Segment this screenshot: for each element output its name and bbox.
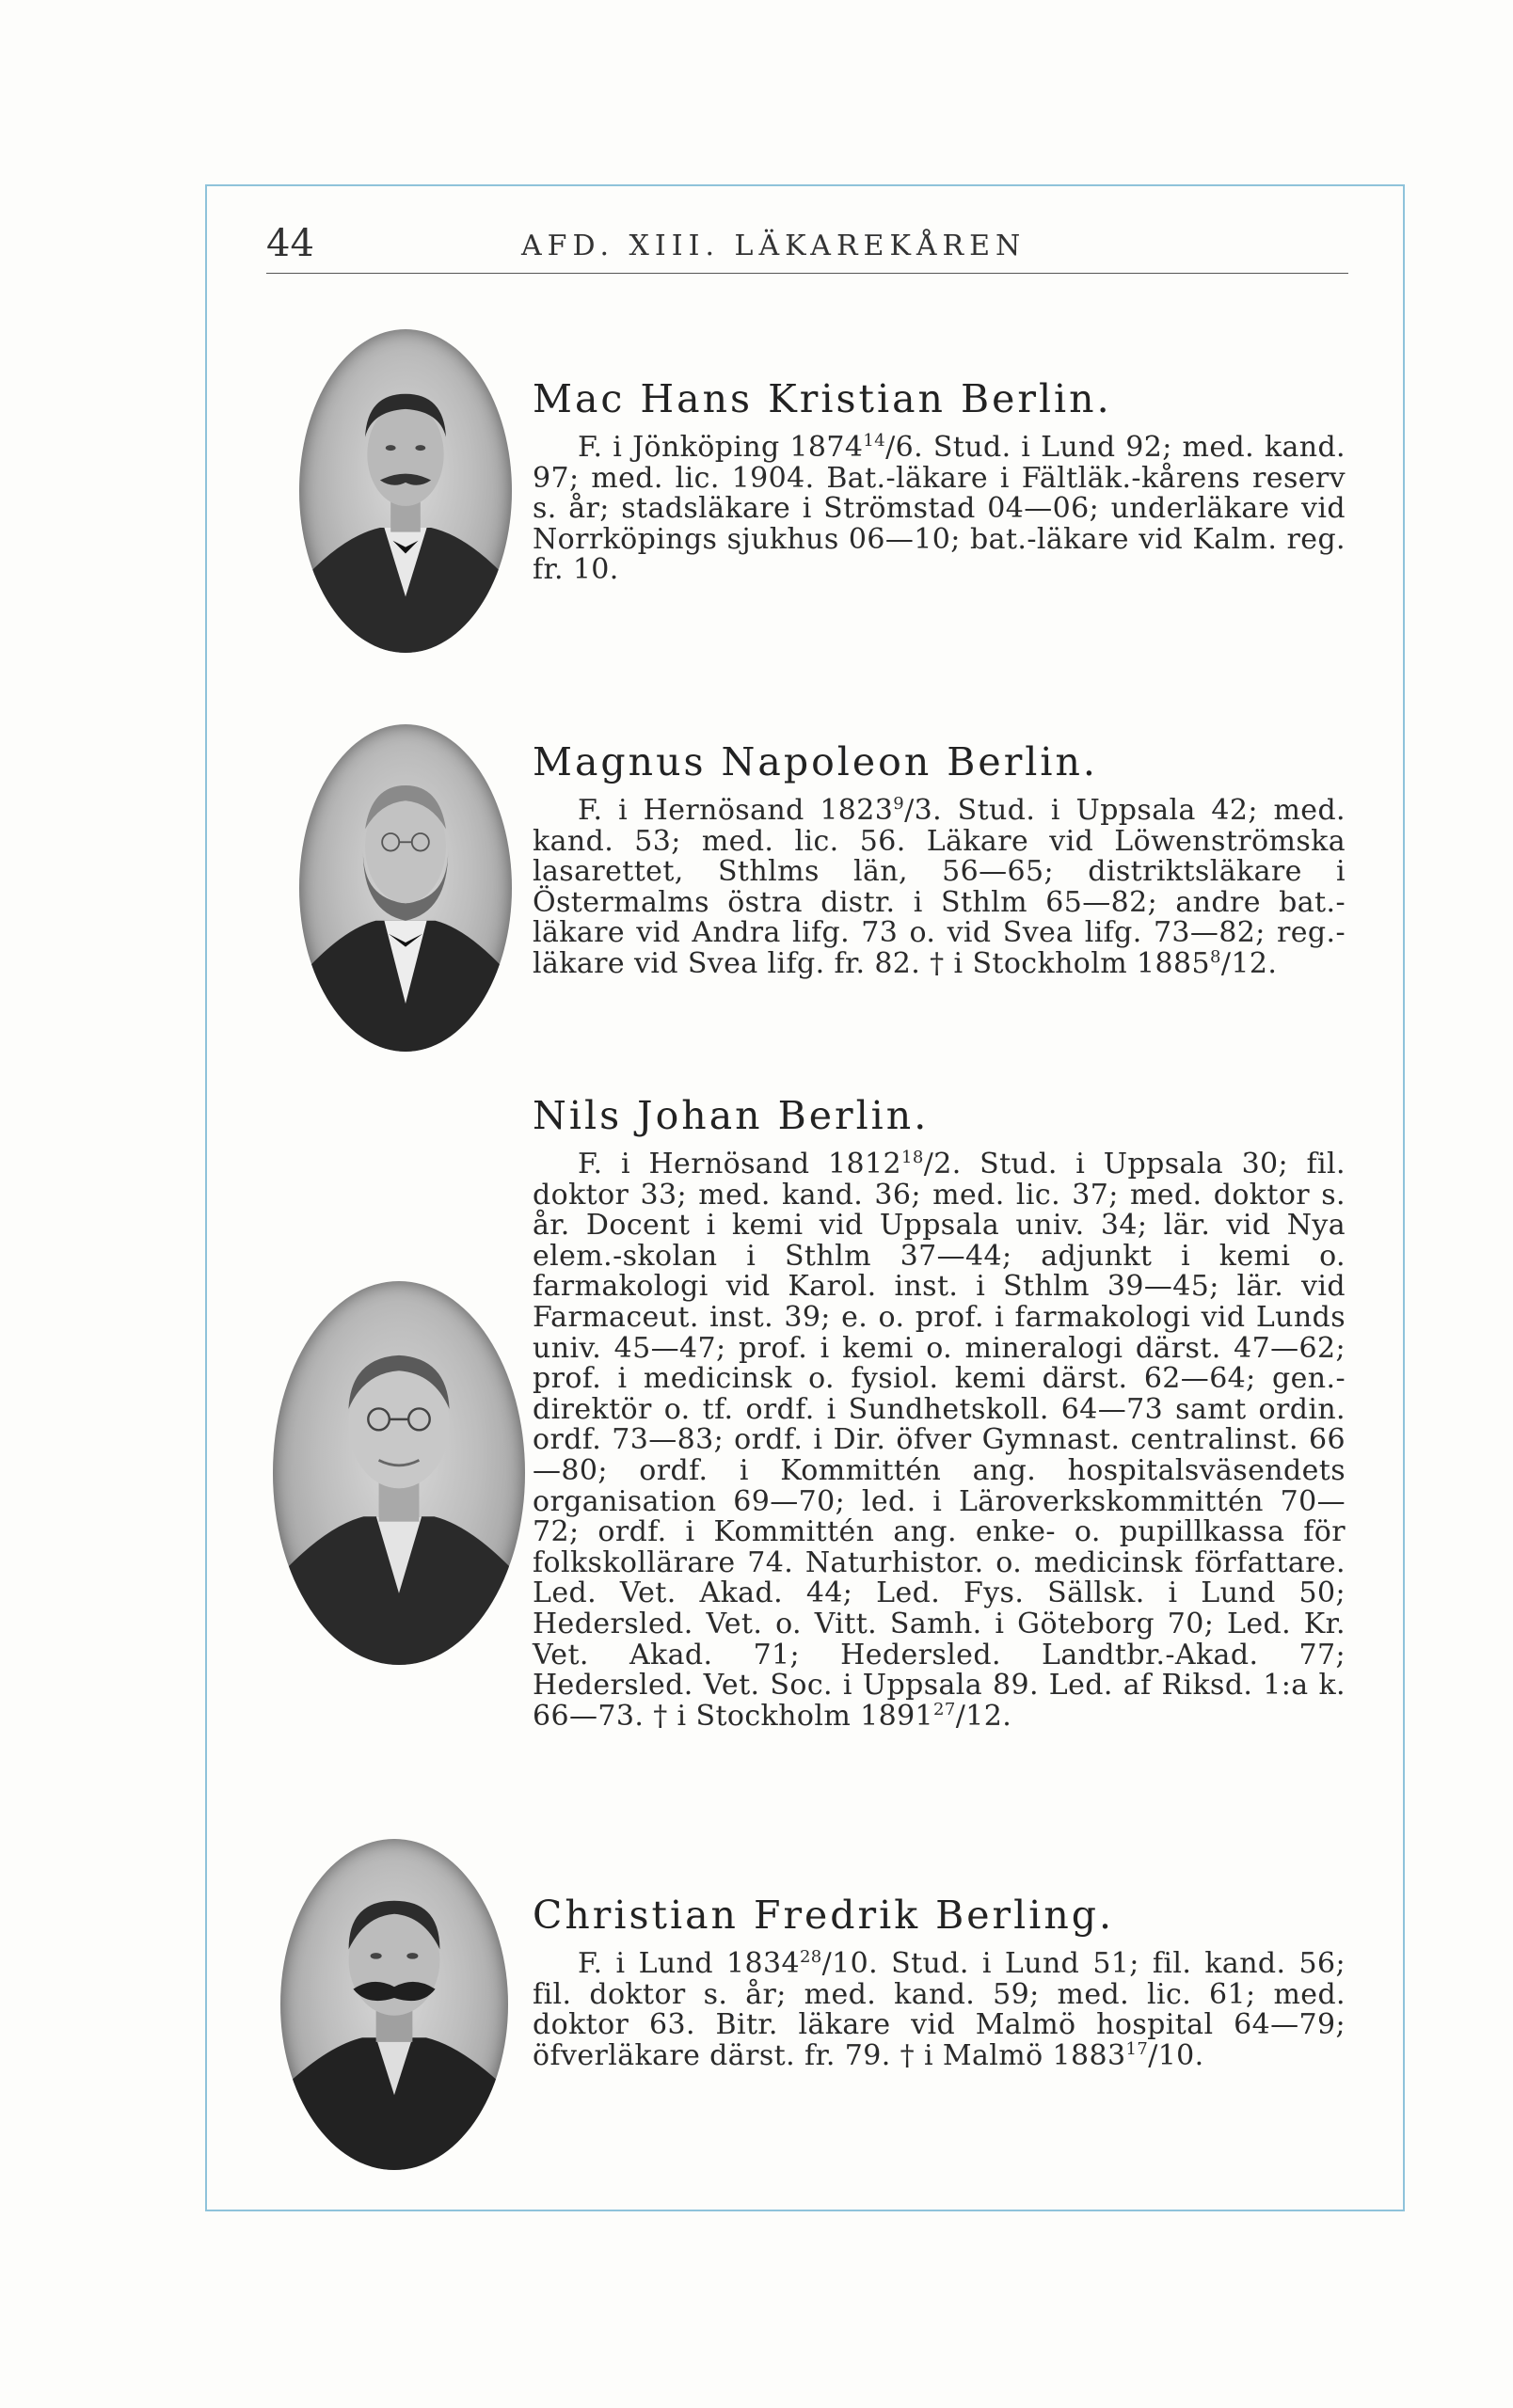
entry-bio: F. i Hernösand 1823$^9$/3. Stud. i Uppsala 42; med. kand. 53; med. lic. 56. Läkare vid Löwenströmska lasarettet, Sthlms län, 56—65; distriktsläkare i Östermalms östra distr. i Sthlm 65—82; andre bat.-läkare vid Andra lifg. 73 o. vid Svea lifg. 73—82; reg.-läkare vid Svea lifg. fr. 82. † i Stockholm 1885$^8$/12. (533, 794, 1346, 980)
running-head: AFD. XIII. LÄKAREKÅREN (521, 230, 1027, 262)
entry-bio: F. i Jönköping 1874$^{14}$/6. Stud. i Lund 92; med. kand. 97; med. lic. 1904. Bat.-läkare i Fältläk.-kårens reserv s. år; stadsläkare i Strömstad 04—06; underläkare vid Norrköpings sjukhus 06—10; bat.-läkare vid Kalm. reg. fr. 10. (533, 431, 1346, 587)
entry-name: Mac Hans Kristian Berlin. (533, 376, 1112, 421)
entry-nils-johan-berlin (533, 1091, 1346, 1732)
portrait-christian-fredrik-berling (280, 1839, 508, 2170)
entry-magnus-napoleon-berlin (533, 737, 1346, 980)
entry-name: Nils Johan Berlin. (533, 1093, 930, 1138)
entry-mac-hans-kristian-berlin (533, 374, 1346, 586)
portrait-magnus-napoleon-berlin (299, 724, 512, 1052)
page-header (266, 218, 1348, 274)
entry-bio: F. i Hernösand 1812$^{18}$/2. Stud. i Uppsala 30; fil. doktor 33; med. kand. 36; med. lic. 37; med. doktor s. år. Docent i kemi vid Uppsala univ. 34; lär. vid Nya elem.-skolan i Sthlm 37—44; adjunkt i kemi o. farmakologi vid Karol. inst. i Sthlm 39—45; lär. vid Farmaceut. inst. 39; e. o. prof. i farmakologi vid Lunds univ. 45—47; prof. i kemi o. mineralogi därst. 47—62; prof. i medicinsk o. fysiol. kemi därst. 62—64; gen.-direktör o. tf. ordf. i Sundhetskoll. 64—73 samt ordin. ordf. 73—83; ordf. i Dir. öfver Gymnast. centralinst. 66—80; ordf. i Kommittén ang. hospitalsväsendets organisation 69—70; led. i Läroverkskommittén 70—72; ordf. i Kommittén ang. enke- o. pupillkassa för folkskollärare 74. Naturhistor. o. medicinsk författare. Led. Vet. Akad. 44; Led. Fys. Sällsk. i Lund 50; Hedersled. Vet. o. Vitt. Samh. i Göteborg 70; Led. Kr. Vet. Akad. 71; Hedersled. Landtbr.-Akad. 77; Hedersled. Vet. Soc. i Uppsala 89. Led. af Riksd. 1:a k. 66—73. † i Stockholm 1891$^{27}$/12. (533, 1148, 1346, 1733)
entry-christian-fredrik-berling (533, 1891, 1346, 2071)
page-number: 44 (266, 222, 314, 265)
entry-name: Christian Fredrik Berling. (533, 1893, 1115, 1938)
entry-name: Magnus Napoleon Berlin. (533, 739, 1098, 784)
entry-bio: F. i Lund 1834$^{28}$/10. Stud. i Lund 51; fil. kand. 56; fil. doktor s. år; med. kand. 59; med. lic. 61; med. doktor 63. Bitr. läkare vid Malmö hospital 64—79; öfverläkare därst. fr. 79. † i Malmö 1883$^{17}$/10. (533, 1947, 1346, 2072)
portrait-nils-johan-berlin (273, 1281, 525, 1665)
portrait-mac-hans-kristian-berlin (299, 329, 512, 653)
